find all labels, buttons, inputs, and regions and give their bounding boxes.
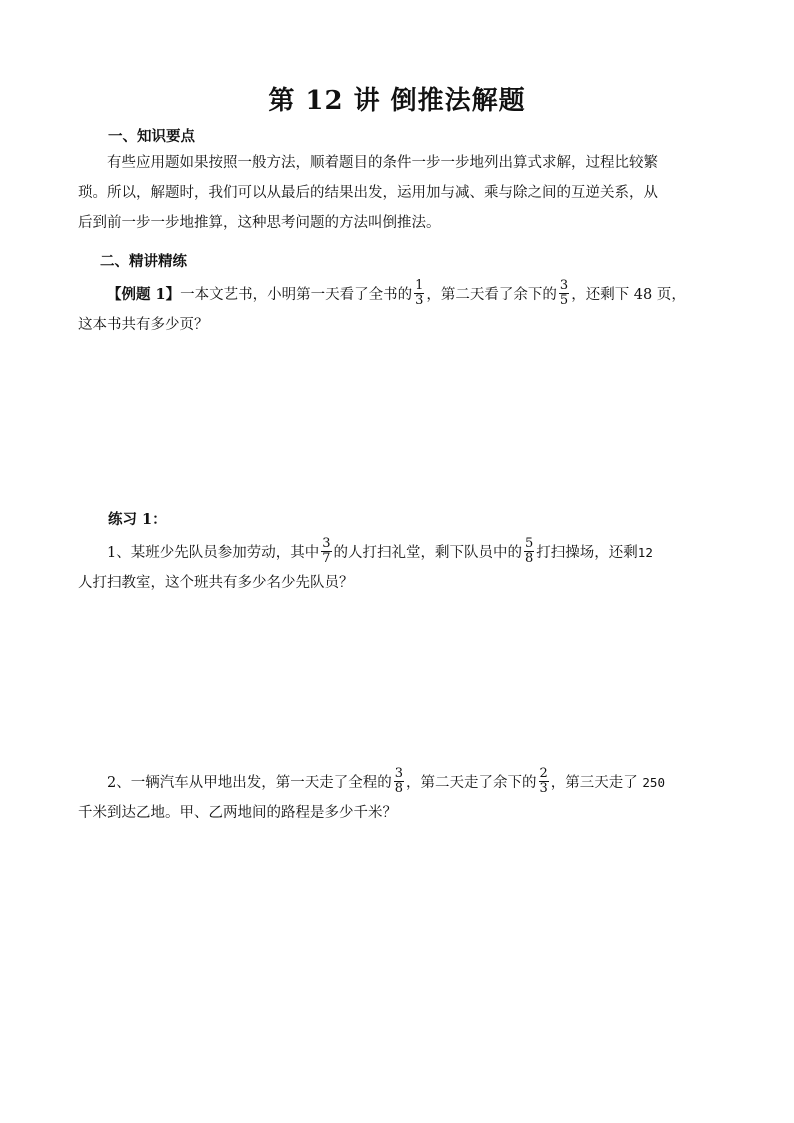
fraction-denominator: 7 xyxy=(322,550,331,566)
question-1-number: 1、 xyxy=(107,545,131,561)
example-1-fraction-1 xyxy=(414,279,424,308)
question-1-line-2: 人打扫教室，这个班共有多少名少先队员？ xyxy=(78,575,354,591)
fraction-denominator: 8 xyxy=(525,550,534,566)
example-1-line-2: 这本书共有多少页？ xyxy=(78,317,209,333)
example-1-fraction-2 xyxy=(559,279,569,308)
question-2-text-a: 一辆汽车从甲地出发，第一天走了全程的 xyxy=(130,775,392,791)
fraction-denominator: 3 xyxy=(415,292,424,308)
fraction-numerator: 3 xyxy=(322,535,331,551)
question-2-number: 2、 xyxy=(107,775,131,791)
question-1-number-end: 12 xyxy=(637,545,653,560)
question-1-fraction-1 xyxy=(321,537,331,566)
question-2-line-1 xyxy=(78,765,718,798)
question-2-text-c: ，第三天走了 xyxy=(550,775,638,791)
practice-1-question-2 xyxy=(78,765,718,828)
question-2-line-2: 千米到达乙地。甲、乙两地间的路程是多少千米？ xyxy=(78,805,397,821)
example-1 xyxy=(78,277,718,340)
question-2-number-end: 250 xyxy=(642,775,665,790)
question-2-fraction-1 xyxy=(394,767,404,796)
question-2-fraction-2 xyxy=(539,767,549,796)
fraction-numerator: 3 xyxy=(394,765,404,781)
question-1-text-a: 某班少先队员参加劳动，其中 xyxy=(130,545,320,561)
example-1-line-1 xyxy=(78,277,718,310)
question-2-text-b: ，第二天走了余下的 xyxy=(406,775,537,791)
knowledge-line-2: 琐。所以，解题时，我们可以从最后的结果出发，运用加与减、乘与除之间的互逆关系，从 xyxy=(78,185,658,201)
example-1-label: 【例题 1】 xyxy=(107,286,181,303)
question-1-line-1 xyxy=(78,535,718,568)
knowledge-line-3: 后到前一步一步地推算，这种思考问题的方法叫倒推法。 xyxy=(78,215,441,231)
fraction-denominator: 3 xyxy=(539,780,548,796)
question-1-text-b: 的人打扫礼堂，剩下队员中的 xyxy=(333,545,523,561)
practice-1-question-1 xyxy=(78,535,718,598)
practice-1-heading: 练习 1： xyxy=(108,511,167,528)
fraction-numerator: 3 xyxy=(559,277,569,293)
example-1-text-a: 一本文艺书，小明第一天看了全书的 xyxy=(180,287,413,303)
example-1-text-c: ，还剩下 48 页， xyxy=(571,287,686,303)
knowledge-paragraph xyxy=(78,148,718,238)
fraction-denominator: 5 xyxy=(559,292,569,308)
question-1-text-c: 打扫操场，还剩 xyxy=(536,545,638,561)
section-heading-practice: 二、精讲精练 xyxy=(100,253,187,270)
fraction-numerator: 2 xyxy=(539,765,548,781)
fraction-numerator: 1 xyxy=(415,277,424,293)
fraction-denominator: 8 xyxy=(394,780,404,796)
example-1-text-b: ，第二天看了余下的 xyxy=(426,287,557,303)
page-title: 第 12 讲 倒推法解题 xyxy=(268,86,526,116)
knowledge-line-1: 有些应用题如果按照一般方法，顺着题目的条件一步一步地列出算式求解，过程比较繁 xyxy=(107,155,658,171)
section-heading-knowledge: 一、知识要点 xyxy=(108,128,195,145)
fraction-numerator: 5 xyxy=(525,535,534,551)
question-1-fraction-2 xyxy=(524,537,534,566)
